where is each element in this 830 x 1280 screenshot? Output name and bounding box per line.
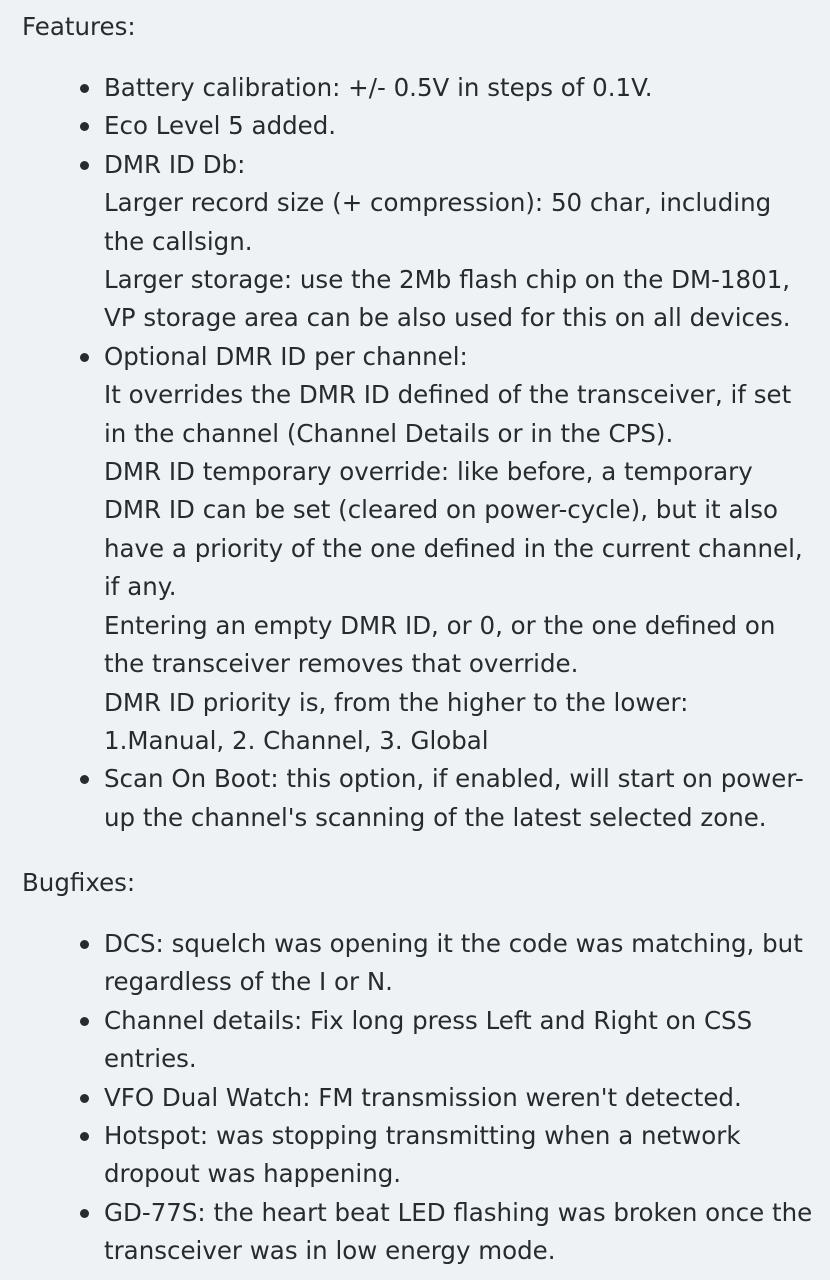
list-item-text: It overrides the DMR ID defined of the transceiver, if set bbox=[104, 380, 792, 410]
bullet-icon bbox=[80, 353, 89, 362]
list-item-text: have a priority of the one defined in the current channel, bbox=[104, 533, 803, 563]
bugfix-item bbox=[0, 1002, 830, 1079]
features-heading: Features: bbox=[22, 12, 136, 41]
list-item-text: 1.Manual, 2. Channel, 3. Global bbox=[104, 725, 489, 755]
list-item-text: Larger record size (+ compression): 50 char, including bbox=[104, 188, 772, 218]
list-item-text: Channel details: Fix long press Left and Right on CSS bbox=[104, 1005, 753, 1035]
list-item-text: DMR ID Db: bbox=[104, 149, 246, 179]
bullet-icon bbox=[80, 940, 89, 949]
bullet-icon bbox=[80, 775, 89, 784]
list-item-text: transceiver was in low energy mode. bbox=[104, 1236, 556, 1266]
list-item-text: regardless of the I or N. bbox=[104, 967, 393, 997]
list-item-text: up the channel's scanning of the latest selected zone. bbox=[104, 802, 767, 832]
list-item-text: Battery calibration: +/- 0.5V in steps of 0.1V. bbox=[104, 73, 653, 102]
feature-item bbox=[0, 338, 830, 760]
list-item-text: Optional DMR ID per channel: bbox=[104, 341, 468, 371]
bugfix-item bbox=[0, 1194, 830, 1271]
bullet-icon bbox=[80, 161, 89, 170]
bullet-icon bbox=[80, 84, 89, 93]
list-item-text: Entering an empty DMR ID, or 0, or the one defined on bbox=[104, 610, 776, 640]
list-item-text: if any. bbox=[104, 572, 177, 602]
bugfixes-list bbox=[0, 925, 830, 1271]
list-item-text: Scan On Boot: this option, if enabled, will start on power- bbox=[104, 764, 804, 794]
feature-item bbox=[0, 69, 830, 107]
bullet-icon bbox=[80, 1132, 89, 1141]
list-item-text: DCS: squelch was opening it the code was matching, but bbox=[104, 929, 803, 958]
feature-item bbox=[0, 107, 830, 145]
bugfix-item bbox=[0, 1079, 830, 1117]
list-item-text: VFO Dual Watch: FM transmission weren't detected. bbox=[104, 1082, 742, 1112]
list-item-text: DMR ID temporary override: like before, a temporary bbox=[104, 457, 753, 487]
list-item-text: the callsign. bbox=[104, 226, 253, 256]
list-item-text: GD-77S: the heart beat LED flashing was broken once the bbox=[104, 1197, 813, 1227]
bugfixes-heading: Bugfixes: bbox=[22, 868, 136, 897]
bugfix-item bbox=[0, 925, 830, 1002]
feature-item bbox=[0, 760, 830, 837]
list-item-text: Hotspot: was stopping transmitting when a network bbox=[104, 1121, 741, 1151]
list-item-text: DMR ID priority is, from the higher to the lower: bbox=[104, 687, 689, 717]
list-item-text: the transceiver removes that override. bbox=[104, 649, 579, 679]
bullet-icon bbox=[80, 122, 89, 131]
list-item-text: entries. bbox=[104, 1044, 197, 1074]
list-item-text: dropout was happening. bbox=[104, 1159, 402, 1189]
list-item-text: Larger storage: use the 2Mb flash chip on the DM-1801, bbox=[104, 265, 791, 295]
list-item-text: VP storage area can be also used for this on all devices. bbox=[104, 303, 791, 333]
bullet-icon bbox=[80, 1209, 89, 1218]
features-list bbox=[0, 69, 830, 837]
bullet-icon bbox=[80, 1017, 89, 1026]
list-item-text: Eco Level 5 added. bbox=[104, 111, 337, 141]
bullet-icon bbox=[80, 1094, 89, 1103]
list-item-text: in the channel (Channel Details or in the CPS). bbox=[104, 418, 674, 448]
list-item-text: DMR ID can be set (cleared on power-cycle), but it also bbox=[104, 495, 779, 525]
bugfix-item bbox=[0, 1117, 830, 1194]
feature-item bbox=[0, 146, 830, 338]
